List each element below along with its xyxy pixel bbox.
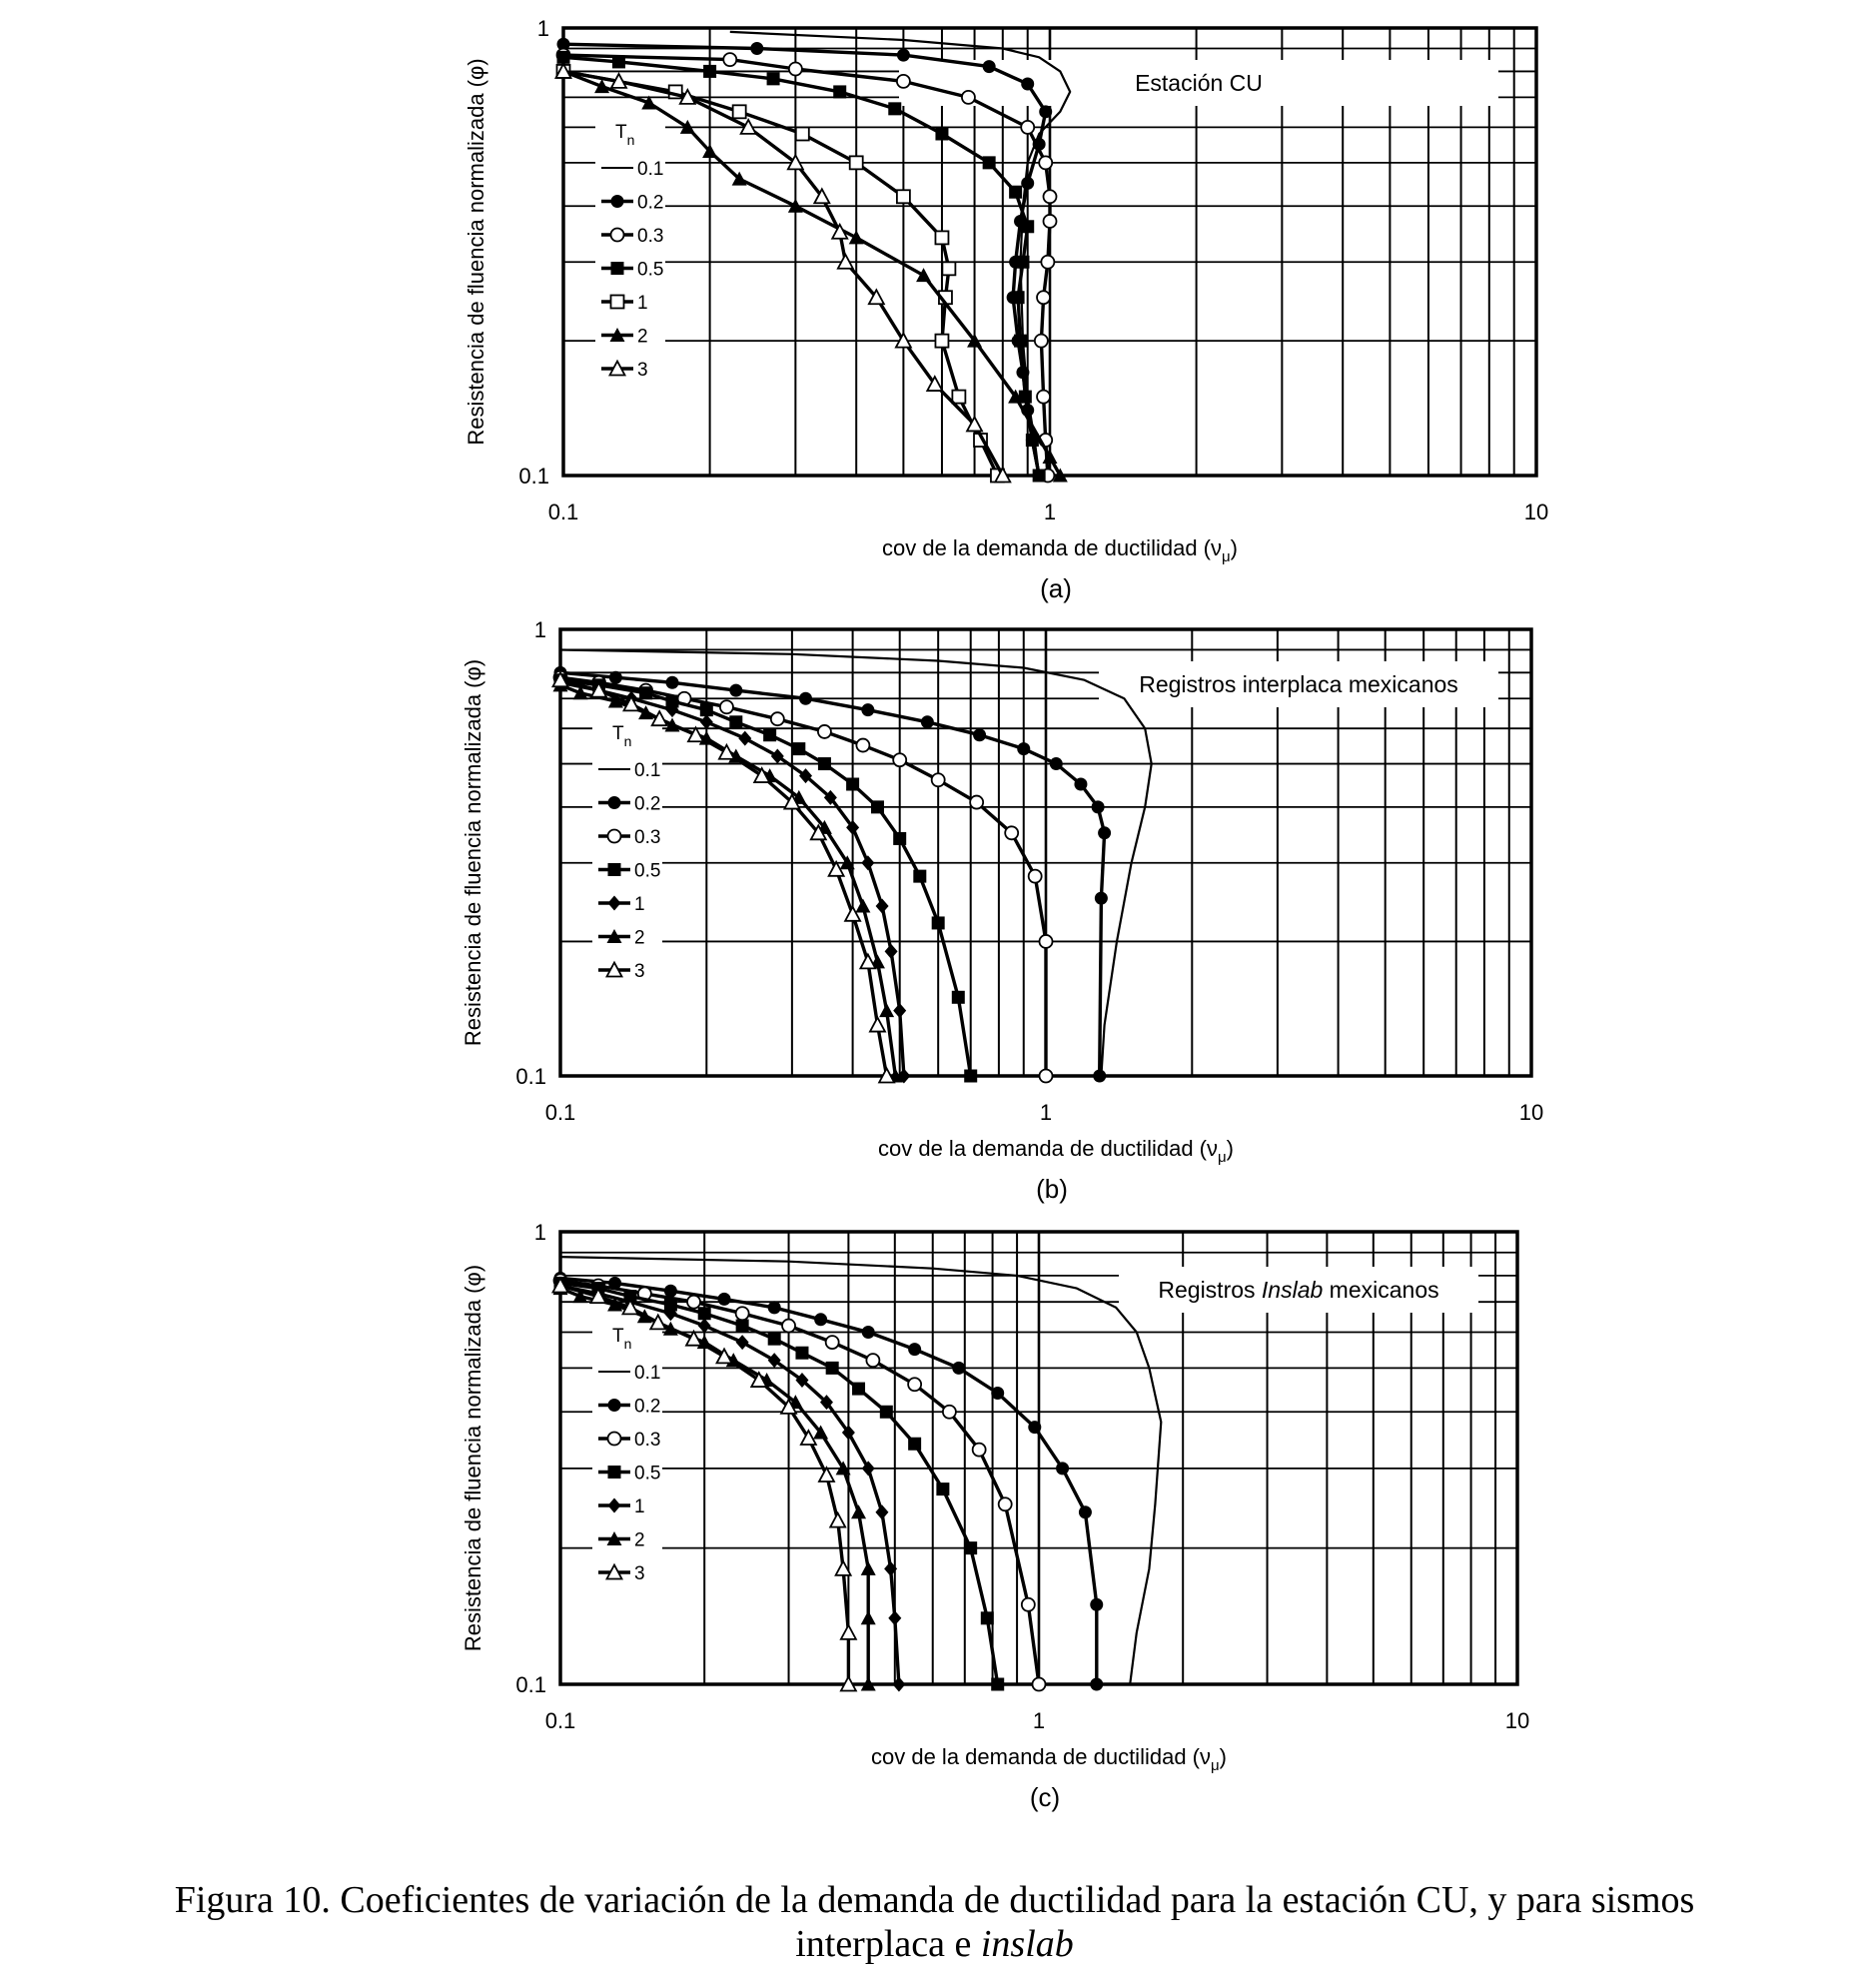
y-tick-label: 1 xyxy=(533,1220,546,1245)
legend-label: 0.2 xyxy=(634,1396,661,1418)
data-point xyxy=(908,1438,921,1451)
data-point xyxy=(964,1070,977,1083)
data-point xyxy=(664,1285,677,1298)
x-tick-label: 0.1 xyxy=(544,1708,576,1733)
data-point xyxy=(736,1335,749,1350)
caption-line-1: Figura 10. Coeficientes de variación de la demanda de ductilidad para la estación CU, y para sismos xyxy=(174,1879,1695,1921)
x-axis-label-sub: μ xyxy=(1222,548,1231,565)
data-point xyxy=(729,715,742,728)
x-axis-label xyxy=(878,1136,1234,1166)
x-axis-label-main: cov de la demanda de ductilidad (ν xyxy=(878,1136,1219,1161)
data-point xyxy=(819,1468,834,1482)
data-point xyxy=(736,1307,749,1320)
data-point xyxy=(855,899,870,913)
data-point xyxy=(1039,105,1052,118)
data-point xyxy=(1090,1678,1103,1691)
data-point xyxy=(908,1343,921,1356)
legend-label: 0.1 xyxy=(634,760,661,781)
data-point xyxy=(687,1296,700,1309)
data-point xyxy=(771,712,784,725)
data-point xyxy=(879,1003,894,1017)
data-point xyxy=(698,1319,711,1334)
x-axis-label-end: ) xyxy=(1230,535,1238,560)
x-axis-label xyxy=(882,535,1238,565)
data-point xyxy=(1044,190,1057,203)
y-tick-label: 0.1 xyxy=(515,1672,546,1697)
x-axis-label-end: ) xyxy=(1219,1744,1227,1769)
data-point xyxy=(1095,892,1108,905)
legend-marker xyxy=(608,796,621,809)
data-point xyxy=(1021,220,1034,233)
data-point xyxy=(1037,291,1050,304)
data-point xyxy=(981,1611,994,1624)
data-point xyxy=(964,1541,977,1554)
data-point xyxy=(908,1378,921,1391)
data-point xyxy=(795,1347,808,1360)
data-point xyxy=(1050,757,1063,770)
x-axis-label-main: cov de la demanda de ductilidad (ν xyxy=(882,535,1223,560)
data-point xyxy=(861,1561,876,1575)
data-point xyxy=(861,703,874,716)
legend-label: 1 xyxy=(634,1496,645,1517)
chart-annotation xyxy=(1139,671,1458,697)
data-point xyxy=(729,684,742,697)
annotation-part: mexicanos xyxy=(1323,1277,1439,1303)
caption-line-2-italic: inslab xyxy=(980,1923,1074,1965)
data-point xyxy=(952,991,965,1004)
legend-label: 0.5 xyxy=(634,1463,661,1485)
data-point xyxy=(833,85,846,98)
data-point xyxy=(932,916,945,929)
data-point xyxy=(970,796,983,809)
data-point xyxy=(841,1625,856,1639)
legend-marker xyxy=(608,1466,621,1479)
x-tick-label: 0.1 xyxy=(544,1100,576,1125)
data-point xyxy=(880,1406,893,1419)
legend-marker xyxy=(608,1433,621,1446)
chart-annotation xyxy=(1158,1277,1438,1303)
data-point xyxy=(1017,742,1030,755)
figure-caption xyxy=(0,1878,1869,1966)
y-tick-label: 0.1 xyxy=(515,1064,546,1089)
data-point xyxy=(897,75,910,88)
legend-title-sub: n xyxy=(623,733,632,749)
annotation-part: Registros interplaca mexicanos xyxy=(1139,671,1458,697)
caption-line-2-text: interplaca e xyxy=(795,1923,981,1965)
data-point xyxy=(952,1362,965,1375)
data-point xyxy=(718,1293,731,1306)
data-point xyxy=(698,1307,711,1320)
data-point xyxy=(723,53,736,66)
data-point xyxy=(768,1301,781,1314)
data-point xyxy=(1033,470,1046,483)
data-point xyxy=(782,1320,795,1333)
y-axis-label: Resistencia de fluencia normalizada (φ) xyxy=(464,58,488,446)
data-point xyxy=(1040,935,1053,948)
x-axis-label-end: ) xyxy=(1226,1136,1234,1161)
data-point xyxy=(826,1336,839,1349)
data-point xyxy=(893,832,906,845)
x-axis-label-sub: μ xyxy=(1211,1757,1220,1774)
legend-marker xyxy=(608,1399,621,1412)
x-tick-label: 1 xyxy=(1032,1708,1046,1733)
y-axis-label: Resistencia de fluencia normalizada (φ) xyxy=(461,1264,485,1652)
data-point xyxy=(771,748,784,763)
data-point xyxy=(893,753,906,766)
data-point xyxy=(700,703,713,716)
legend-label: 3 xyxy=(634,961,645,982)
data-point xyxy=(952,391,965,404)
data-point xyxy=(846,778,859,791)
data-point xyxy=(1016,256,1029,269)
legend-label: 0.3 xyxy=(634,1430,661,1451)
data-point xyxy=(991,1678,1004,1691)
data-point xyxy=(1021,77,1034,90)
data-point xyxy=(1079,1505,1092,1518)
data-point xyxy=(1098,826,1111,839)
legend-label: 0.2 xyxy=(634,793,661,815)
legend-label: 0.2 xyxy=(637,192,664,214)
panel-label: (b) xyxy=(1036,1174,1068,1204)
data-point xyxy=(1012,291,1025,304)
data-point xyxy=(767,72,780,85)
data-point xyxy=(796,127,809,140)
legend-label: 2 xyxy=(634,1529,645,1551)
x-axis-label xyxy=(871,1744,1227,1774)
legend-marker xyxy=(611,296,624,309)
data-point xyxy=(851,1504,866,1518)
data-point xyxy=(1056,1462,1069,1475)
data-point xyxy=(826,1362,839,1375)
legend-title-main: T xyxy=(615,122,627,143)
data-point xyxy=(1022,1598,1035,1611)
data-point xyxy=(1021,121,1034,134)
data-point xyxy=(609,671,622,684)
legend-marker xyxy=(608,830,621,843)
legend-marker xyxy=(608,863,621,876)
legend-label: 0.5 xyxy=(634,860,661,882)
legend-marker xyxy=(611,229,624,242)
x-tick-label: 10 xyxy=(1523,499,1549,524)
data-point xyxy=(866,1354,879,1367)
data-point xyxy=(1035,335,1048,348)
data-point xyxy=(557,51,570,64)
data-point xyxy=(1040,1070,1053,1083)
panel-label: (c) xyxy=(1029,1782,1061,1812)
panel-label: (a) xyxy=(1040,573,1072,603)
data-point xyxy=(936,1483,949,1495)
data-point xyxy=(1090,1598,1103,1611)
legend-title-sub: n xyxy=(623,1336,632,1352)
data-point xyxy=(789,62,802,75)
data-point xyxy=(1092,800,1105,813)
legend-label: 0.1 xyxy=(637,159,664,180)
data-point xyxy=(1029,870,1042,883)
legend-label: 0.1 xyxy=(634,1363,661,1384)
x-tick-label: 10 xyxy=(1518,1100,1544,1125)
data-point xyxy=(871,800,884,813)
data-point xyxy=(665,676,678,689)
data-point xyxy=(768,1333,781,1346)
data-point xyxy=(861,1610,876,1624)
data-point xyxy=(1014,335,1027,348)
data-point xyxy=(852,1383,865,1396)
data-point xyxy=(700,714,713,729)
data-point xyxy=(849,230,864,244)
data-point xyxy=(814,1313,827,1326)
x-axis-label-main: cov de la demanda de ductilidad (ν xyxy=(871,1744,1212,1769)
data-point xyxy=(750,42,763,55)
data-point xyxy=(913,870,926,883)
data-point xyxy=(897,190,910,203)
data-point xyxy=(830,1513,845,1527)
data-point xyxy=(736,1320,749,1333)
legend-label: 2 xyxy=(637,326,648,348)
data-point xyxy=(885,944,898,959)
data-point xyxy=(818,725,831,738)
data-point xyxy=(860,954,875,968)
data-point xyxy=(850,156,863,169)
data-point xyxy=(1039,156,1052,169)
data-point xyxy=(875,1504,888,1519)
data-point xyxy=(1037,391,1050,404)
data-point xyxy=(921,715,934,728)
x-tick-label: 0.1 xyxy=(547,499,579,524)
legend-label: 0.5 xyxy=(637,259,664,281)
legend-label: 0.3 xyxy=(634,827,661,848)
data-point xyxy=(856,739,869,752)
legend-label: 1 xyxy=(637,293,648,314)
data-point xyxy=(1093,1070,1106,1083)
data-point xyxy=(888,102,901,115)
data-point xyxy=(1021,177,1034,190)
chart-panel-1 xyxy=(464,16,1548,603)
legend-title-sub: n xyxy=(626,132,635,148)
annotation-part: Estación CU xyxy=(1135,70,1263,96)
caption-line-2 xyxy=(0,1922,1869,1966)
data-point xyxy=(973,728,986,741)
legend-label: 3 xyxy=(637,360,648,381)
data-point xyxy=(1044,215,1057,228)
data-point xyxy=(733,105,746,118)
data-point xyxy=(932,773,945,786)
data-point xyxy=(983,60,996,73)
data-point xyxy=(916,268,931,282)
data-point xyxy=(861,855,874,870)
data-point xyxy=(1005,826,1018,839)
y-tick-label: 1 xyxy=(536,16,549,41)
data-point xyxy=(792,742,805,755)
legend-label: 3 xyxy=(634,1563,645,1584)
chart-annotation xyxy=(1135,70,1263,96)
data-point xyxy=(973,1444,986,1457)
data-point xyxy=(897,49,910,62)
data-point xyxy=(999,1497,1012,1510)
data-point xyxy=(942,262,955,275)
data-point xyxy=(799,692,812,705)
data-point xyxy=(1074,778,1087,791)
data-point xyxy=(639,686,652,699)
data-point xyxy=(876,899,889,914)
data-point xyxy=(888,1610,901,1625)
data-point xyxy=(991,1387,1004,1400)
data-point xyxy=(1041,256,1054,269)
x-tick-label: 1 xyxy=(1043,499,1057,524)
data-point xyxy=(962,91,975,104)
legend-marker xyxy=(611,262,624,275)
data-point xyxy=(1009,186,1022,199)
data-point xyxy=(862,1326,875,1339)
data-point xyxy=(818,757,831,770)
legend-title-main: T xyxy=(612,1326,624,1347)
data-point xyxy=(935,231,948,244)
data-point xyxy=(720,700,733,713)
data-point xyxy=(983,156,996,169)
legend-marker xyxy=(611,195,624,208)
data-point xyxy=(763,728,776,741)
legend-label: 1 xyxy=(634,894,645,915)
data-point xyxy=(703,65,716,78)
y-tick-label: 1 xyxy=(533,617,546,642)
data-point xyxy=(943,1406,956,1419)
x-tick-label: 10 xyxy=(1504,1708,1530,1733)
legend-label: 0.3 xyxy=(637,226,664,247)
data-point xyxy=(612,55,625,68)
chart-panel-2 xyxy=(461,617,1543,1204)
data-point xyxy=(893,1003,906,1018)
data-point xyxy=(935,127,948,140)
y-axis-label: Resistencia de fluencia normalizada (φ) xyxy=(461,658,485,1047)
chart-panel-3 xyxy=(461,1220,1529,1812)
legend-title-main: T xyxy=(612,723,624,744)
annotation-part: Registros xyxy=(1158,1277,1262,1303)
data-point xyxy=(1033,1678,1046,1691)
data-point xyxy=(738,731,751,746)
data-point xyxy=(870,1018,885,1032)
y-tick-label: 0.1 xyxy=(518,464,549,489)
x-axis-label-sub: μ xyxy=(1218,1149,1227,1166)
legend-label: 2 xyxy=(634,927,645,949)
data-point xyxy=(1028,1421,1041,1434)
x-tick-label: 1 xyxy=(1039,1100,1053,1125)
annotation-part: Inslab xyxy=(1261,1277,1324,1303)
data-point xyxy=(935,335,948,348)
